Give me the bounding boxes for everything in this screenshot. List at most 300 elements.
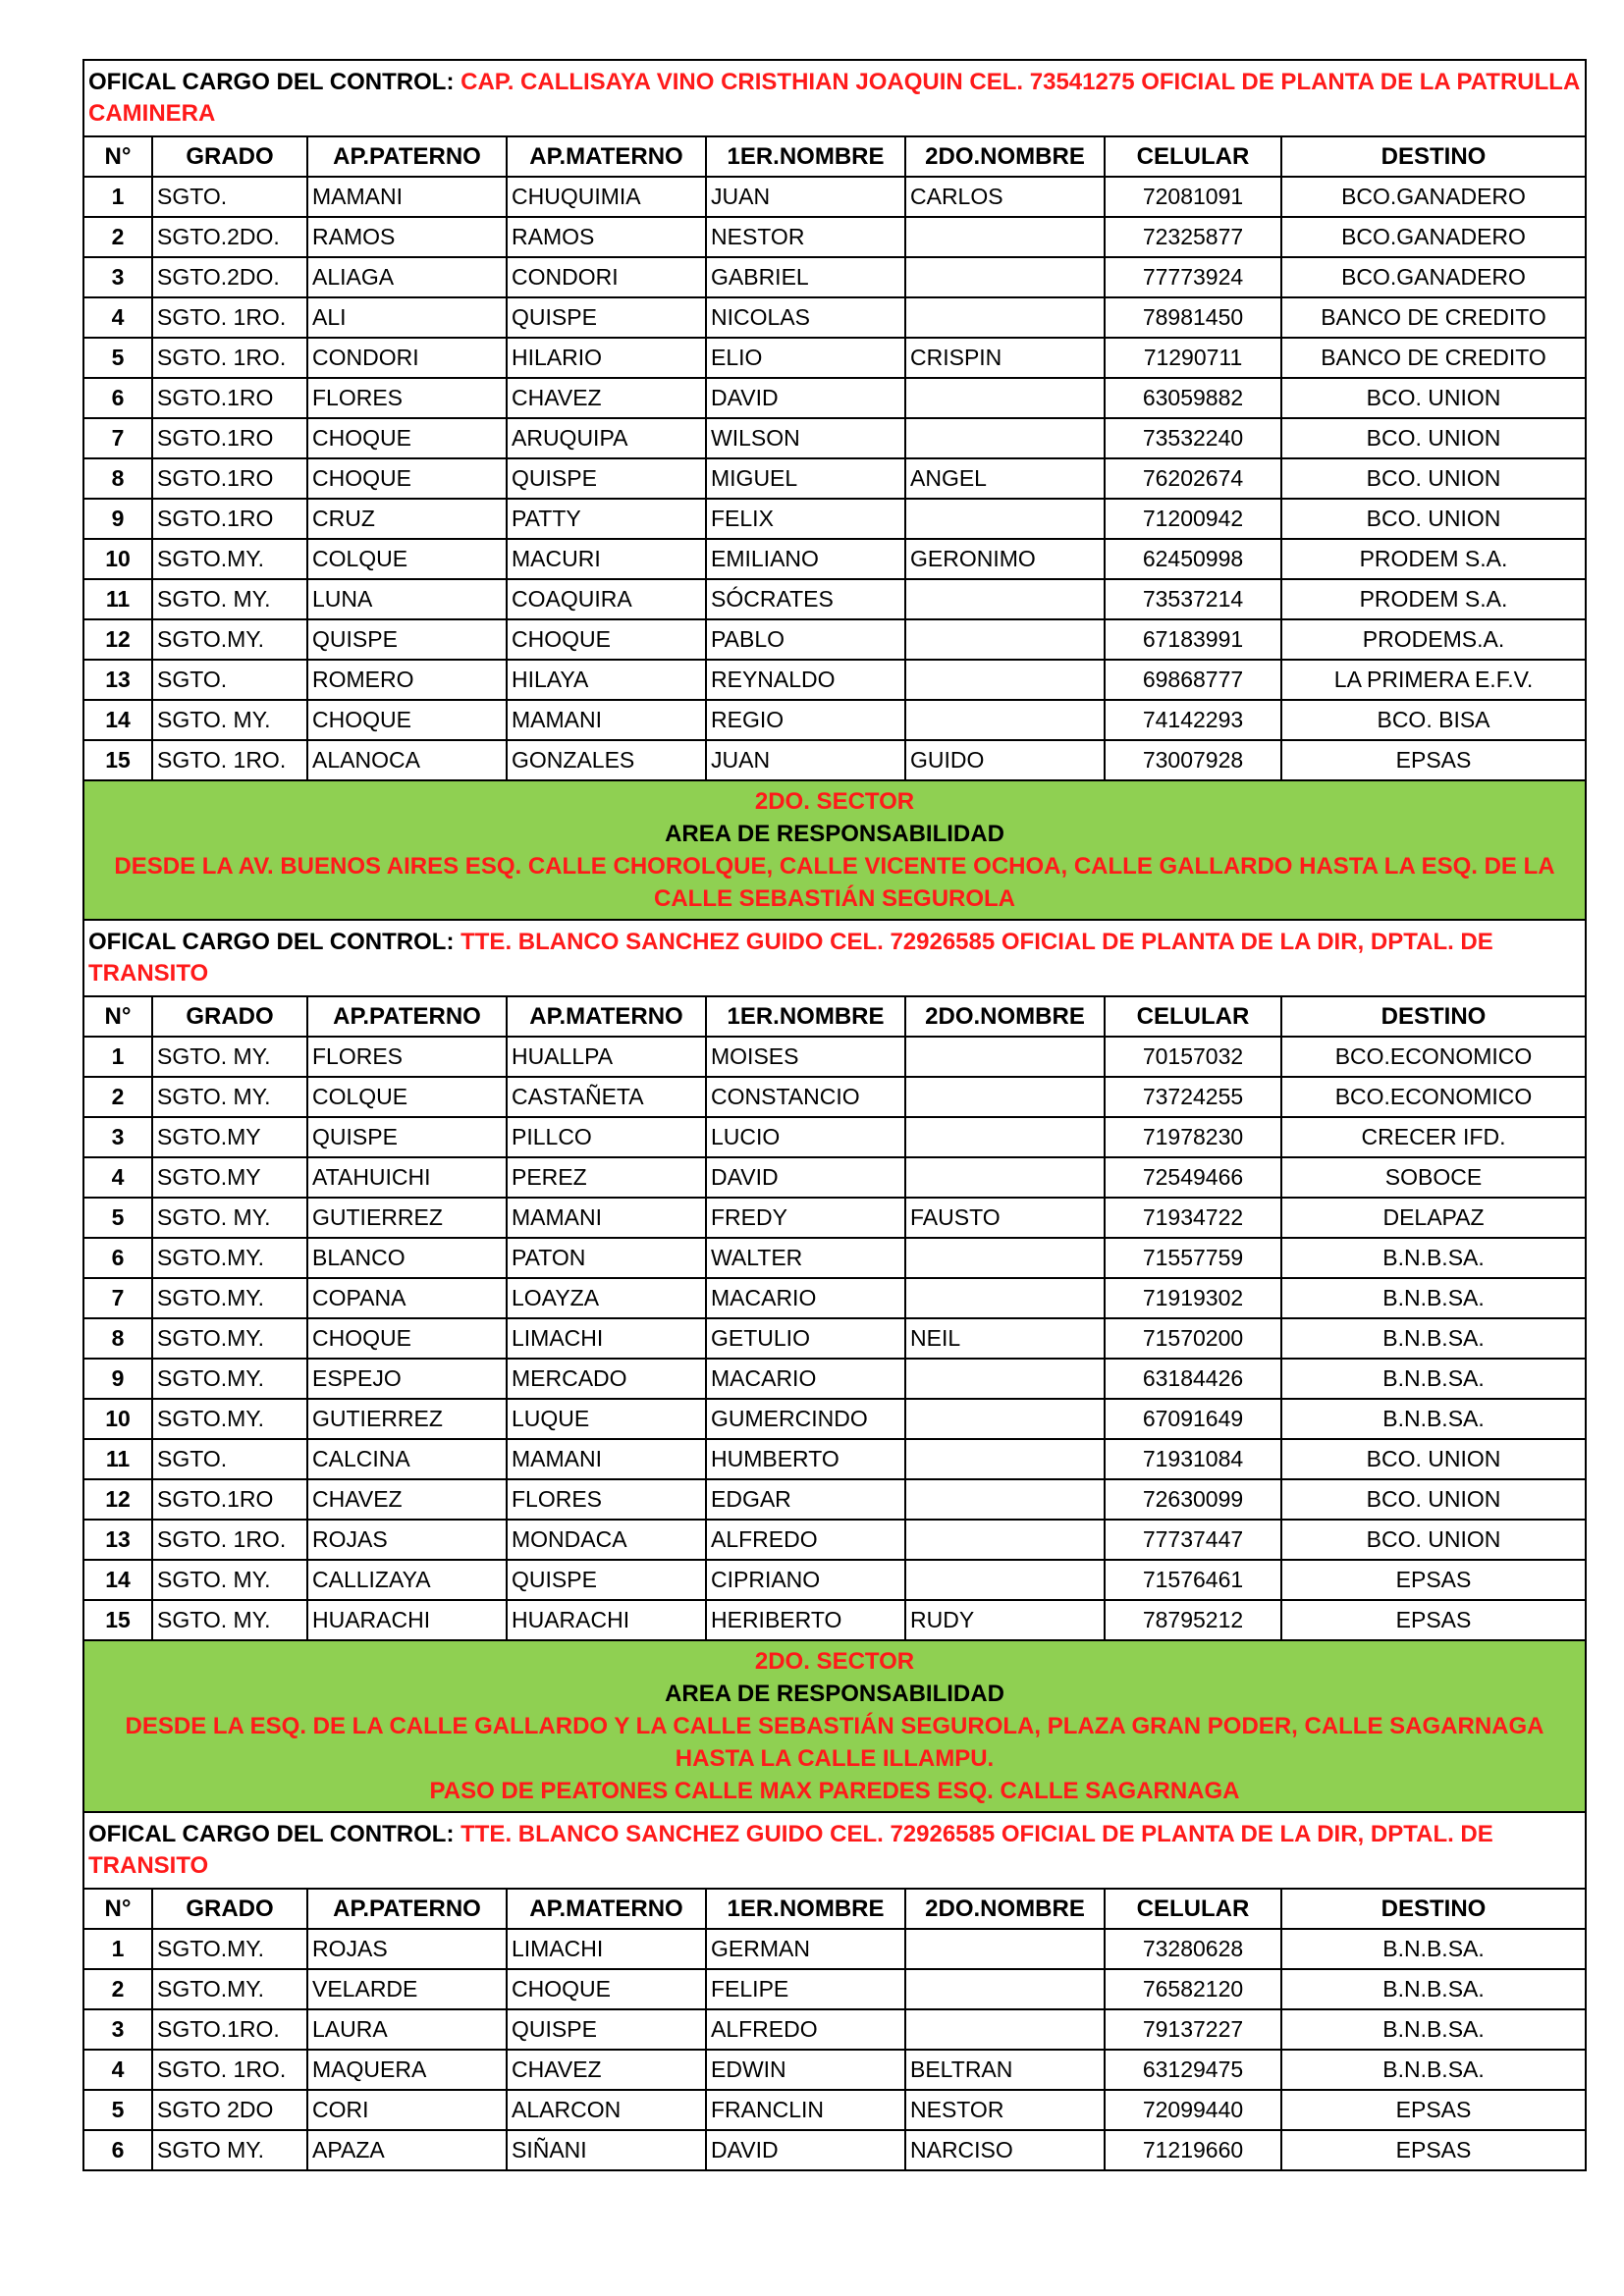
sector-title: 2DO. SECTOR bbox=[754, 788, 915, 815]
cell-paterno: GUTIERREZ bbox=[307, 1399, 507, 1439]
header-row bbox=[83, 996, 1586, 1037]
area-title: AREA DE RESPONSABILIDAD bbox=[665, 821, 1004, 847]
cell-celular: 63059882 bbox=[1105, 378, 1281, 418]
cell-materno: FLORES bbox=[507, 1479, 706, 1520]
cell-nombre1: HERIBERTO bbox=[706, 1600, 905, 1640]
column-header-celular: CELULAR bbox=[1105, 1889, 1281, 1929]
cell-nombre2 bbox=[905, 2009, 1105, 2050]
cell-nombre1: ALFREDO bbox=[706, 2009, 905, 2050]
table-row bbox=[83, 1157, 1586, 1198]
cell-nombre1: FELIPE bbox=[706, 1969, 905, 2009]
cell-materno: ALARCON bbox=[507, 2090, 706, 2130]
column-header-nombre2: 2DO.NOMBRE bbox=[905, 1889, 1105, 1929]
table-row bbox=[83, 378, 1586, 418]
officer-label: OFICAL CARGO DEL CONTROL: bbox=[88, 69, 455, 95]
cell-paterno: CHOQUE bbox=[307, 1318, 507, 1359]
cell-paterno: ROJAS bbox=[307, 1929, 507, 1969]
cell-n: 5 bbox=[83, 1198, 152, 1238]
cell-grado: SGTO. MY. bbox=[152, 1037, 307, 1077]
cell-nombre2: NARCISO bbox=[905, 2130, 1105, 2170]
personnel-table bbox=[82, 59, 1587, 2171]
cell-celular: 78981450 bbox=[1105, 297, 1281, 338]
cell-paterno: CALLIZAYA bbox=[307, 1560, 507, 1600]
cell-materno: HUALLPA bbox=[507, 1037, 706, 1077]
cell-n: 8 bbox=[83, 1318, 152, 1359]
cell-materno: CHAVEZ bbox=[507, 378, 706, 418]
cell-nombre2 bbox=[905, 579, 1105, 619]
cell-materno: PATTY bbox=[507, 499, 706, 539]
cell-celular: 79137227 bbox=[1105, 2009, 1281, 2050]
cell-grado: SGTO 2DO bbox=[152, 2090, 307, 2130]
cell-nombre1: SÓCRATES bbox=[706, 579, 905, 619]
cell-materno: RAMOS bbox=[507, 217, 706, 257]
cell-destino: EPSAS bbox=[1281, 1560, 1586, 1600]
cell-destino: BANCO DE CREDITO bbox=[1281, 338, 1586, 378]
table-row bbox=[83, 660, 1586, 700]
table-row bbox=[83, 740, 1586, 780]
cell-n: 8 bbox=[83, 458, 152, 499]
cell-nombre1: FREDY bbox=[706, 1198, 905, 1238]
cell-celular: 63184426 bbox=[1105, 1359, 1281, 1399]
cell-paterno: APAZA bbox=[307, 2130, 507, 2170]
cell-grado: SGTO.1RO bbox=[152, 458, 307, 499]
cell-destino: BCO.ECONOMICO bbox=[1281, 1037, 1586, 1077]
table-row bbox=[83, 2050, 1586, 2090]
cell-destino: BCO. UNION bbox=[1281, 499, 1586, 539]
cell-materno: PATON bbox=[507, 1238, 706, 1278]
cell-celular: 71570200 bbox=[1105, 1318, 1281, 1359]
cell-celular: 69868777 bbox=[1105, 660, 1281, 700]
cell-paterno: ALANOCA bbox=[307, 740, 507, 780]
cell-destino: B.N.B.SA. bbox=[1281, 1238, 1586, 1278]
sector-band bbox=[83, 1640, 1586, 1812]
column-header-nombre2: 2DO.NOMBRE bbox=[905, 136, 1105, 177]
cell-celular: 72549466 bbox=[1105, 1157, 1281, 1198]
cell-materno: LOAYZA bbox=[507, 1278, 706, 1318]
cell-paterno: CHOQUE bbox=[307, 418, 507, 458]
cell-nombre1: FELIX bbox=[706, 499, 905, 539]
cell-materno: QUISPE bbox=[507, 2009, 706, 2050]
cell-materno: QUISPE bbox=[507, 458, 706, 499]
cell-destino: BANCO DE CREDITO bbox=[1281, 297, 1586, 338]
table-row bbox=[83, 1600, 1586, 1640]
cell-celular: 71931084 bbox=[1105, 1439, 1281, 1479]
cell-nombre1: EDWIN bbox=[706, 2050, 905, 2090]
officer-detail: TTE. BLANCO SANCHEZ GUIDO CEL. 72926585 OFICIAL DE PLANTA DE LA DIR, DPTAL. DE TRANSITO bbox=[88, 1821, 1493, 1879]
cell-materno: HILAYA bbox=[507, 660, 706, 700]
area-description: PASO DE PEATONES CALLE MAX PAREDES ESQ. CALLE SAGARNAGA bbox=[429, 1778, 1240, 1804]
cell-n: 11 bbox=[83, 579, 152, 619]
cell-paterno: MAMANI bbox=[307, 177, 507, 217]
cell-n: 6 bbox=[83, 2130, 152, 2170]
cell-destino: LA PRIMERA E.F.V. bbox=[1281, 660, 1586, 700]
cell-grado: SGTO. MY. bbox=[152, 700, 307, 740]
cell-materno: LUQUE bbox=[507, 1399, 706, 1439]
column-header-nombre2: 2DO.NOMBRE bbox=[905, 996, 1105, 1037]
cell-grado: SGTO. MY. bbox=[152, 1198, 307, 1238]
cell-nombre2 bbox=[905, 1238, 1105, 1278]
column-header-n: N° bbox=[83, 996, 152, 1037]
cell-destino: B.N.B.SA. bbox=[1281, 2050, 1586, 2090]
cell-paterno: BLANCO bbox=[307, 1238, 507, 1278]
cell-celular: 63129475 bbox=[1105, 2050, 1281, 2090]
cell-paterno: LAURA bbox=[307, 2009, 507, 2050]
cell-nombre1: MIGUEL bbox=[706, 458, 905, 499]
table-row bbox=[83, 338, 1586, 378]
cell-n: 5 bbox=[83, 338, 152, 378]
cell-n: 4 bbox=[83, 297, 152, 338]
cell-nombre1: FRANCLIN bbox=[706, 2090, 905, 2130]
cell-grado: SGTO.1RO. bbox=[152, 2009, 307, 2050]
cell-paterno: ROJAS bbox=[307, 1520, 507, 1560]
cell-n: 13 bbox=[83, 660, 152, 700]
cell-nombre2 bbox=[905, 217, 1105, 257]
cell-destino: BCO.GANADERO bbox=[1281, 177, 1586, 217]
cell-paterno: HUARACHI bbox=[307, 1600, 507, 1640]
cell-celular: 77737447 bbox=[1105, 1520, 1281, 1560]
cell-celular: 73007928 bbox=[1105, 740, 1281, 780]
cell-grado: SGTO. 1RO. bbox=[152, 740, 307, 780]
column-header-nombre1: 1ER.NOMBRE bbox=[706, 136, 905, 177]
cell-nombre2 bbox=[905, 1560, 1105, 1600]
cell-materno: MACURI bbox=[507, 539, 706, 579]
cell-celular: 78795212 bbox=[1105, 1600, 1281, 1640]
column-header-grado: GRADO bbox=[152, 1889, 307, 1929]
personnel-sheet bbox=[82, 59, 1585, 2171]
cell-nombre1: LUCIO bbox=[706, 1117, 905, 1157]
cell-celular: 67091649 bbox=[1105, 1399, 1281, 1439]
cell-nombre2 bbox=[905, 619, 1105, 660]
cell-materno: CASTAÑETA bbox=[507, 1077, 706, 1117]
cell-paterno: CHOQUE bbox=[307, 700, 507, 740]
cell-n: 6 bbox=[83, 378, 152, 418]
column-header-paterno: AP.PATERNO bbox=[307, 996, 507, 1037]
column-header-celular: CELULAR bbox=[1105, 996, 1281, 1037]
cell-nombre1: WILSON bbox=[706, 418, 905, 458]
sector-band-cell bbox=[83, 1640, 1586, 1812]
cell-nombre1: MOISES bbox=[706, 1037, 905, 1077]
cell-destino: EPSAS bbox=[1281, 740, 1586, 780]
cell-destino: EPSAS bbox=[1281, 1600, 1586, 1640]
cell-nombre2 bbox=[905, 660, 1105, 700]
cell-grado: SGTO.1RO bbox=[152, 378, 307, 418]
officer-label: OFICAL CARGO DEL CONTROL: bbox=[88, 929, 455, 955]
cell-destino: B.N.B.SA. bbox=[1281, 1929, 1586, 1969]
cell-destino: B.N.B.SA. bbox=[1281, 1318, 1586, 1359]
cell-n: 2 bbox=[83, 217, 152, 257]
area-description: DESDE LA AV. BUENOS AIRES ESQ. CALLE CHOROLQUE, CALLE VICENTE OCHOA, CALLE GALLARDO HASTA LA ESQ. DE LA CALLE SEBASTIÁN SEGUROLA bbox=[114, 853, 1555, 912]
cell-n: 1 bbox=[83, 1037, 152, 1077]
area-description: DESDE LA ESQ. DE LA CALLE GALLARDO Y LA CALLE SEBASTIÁN SEGUROLA, PLAZA GRAN PODER, CALLE SAGARNAGA HASTA LA CALLE ILLAMPU. bbox=[125, 1713, 1544, 1772]
cell-n: 9 bbox=[83, 499, 152, 539]
cell-celular: 71290711 bbox=[1105, 338, 1281, 378]
cell-nombre2 bbox=[905, 1479, 1105, 1520]
cell-nombre2: ANGEL bbox=[905, 458, 1105, 499]
officer-cell bbox=[83, 920, 1586, 996]
cell-nombre2 bbox=[905, 1037, 1105, 1077]
cell-nombre1: REYNALDO bbox=[706, 660, 905, 700]
cell-materno: QUISPE bbox=[507, 1560, 706, 1600]
table-row bbox=[83, 619, 1586, 660]
cell-nombre2 bbox=[905, 257, 1105, 297]
officer-detail: TTE. BLANCO SANCHEZ GUIDO CEL. 72926585 OFICIAL DE PLANTA DE LA DIR, DPTAL. DE TRANSITO bbox=[88, 929, 1493, 987]
cell-celular: 72325877 bbox=[1105, 217, 1281, 257]
cell-n: 15 bbox=[83, 1600, 152, 1640]
cell-nombre1: CIPRIANO bbox=[706, 1560, 905, 1600]
cell-nombre1: REGIO bbox=[706, 700, 905, 740]
cell-paterno: ATAHUICHI bbox=[307, 1157, 507, 1198]
cell-celular: 76202674 bbox=[1105, 458, 1281, 499]
cell-celular: 67183991 bbox=[1105, 619, 1281, 660]
officer-row bbox=[83, 60, 1586, 136]
cell-destino: BCO. UNION bbox=[1281, 418, 1586, 458]
column-header-destino: DESTINO bbox=[1281, 1889, 1586, 1929]
table-row bbox=[83, 1929, 1586, 1969]
cell-grado: SGTO. bbox=[152, 660, 307, 700]
cell-paterno: RAMOS bbox=[307, 217, 507, 257]
table-row bbox=[83, 217, 1586, 257]
table-row bbox=[83, 700, 1586, 740]
cell-grado: SGTO.MY. bbox=[152, 1399, 307, 1439]
table-row bbox=[83, 1278, 1586, 1318]
cell-n: 4 bbox=[83, 1157, 152, 1198]
cell-paterno: CHAVEZ bbox=[307, 1479, 507, 1520]
cell-celular: 71576461 bbox=[1105, 1560, 1281, 1600]
cell-nombre1: MACARIO bbox=[706, 1359, 905, 1399]
table-row bbox=[83, 539, 1586, 579]
cell-nombre2: BELTRAN bbox=[905, 2050, 1105, 2090]
table-row bbox=[83, 1399, 1586, 1439]
cell-n: 2 bbox=[83, 1969, 152, 2009]
cell-materno: PEREZ bbox=[507, 1157, 706, 1198]
officer-row bbox=[83, 1812, 1586, 1889]
sector-title: 2DO. SECTOR bbox=[754, 1648, 915, 1675]
cell-nombre1: NESTOR bbox=[706, 217, 905, 257]
cell-n: 3 bbox=[83, 1117, 152, 1157]
cell-destino: B.N.B.SA. bbox=[1281, 1969, 1586, 2009]
cell-nombre1: DAVID bbox=[706, 378, 905, 418]
cell-nombre2 bbox=[905, 1077, 1105, 1117]
cell-paterno: GUTIERREZ bbox=[307, 1198, 507, 1238]
cell-celular: 73537214 bbox=[1105, 579, 1281, 619]
cell-materno: MAMANI bbox=[507, 1439, 706, 1479]
cell-materno: CHOQUE bbox=[507, 1969, 706, 2009]
cell-nombre2 bbox=[905, 1117, 1105, 1157]
cell-materno: CHOQUE bbox=[507, 619, 706, 660]
cell-materno: MERCADO bbox=[507, 1359, 706, 1399]
cell-nombre2 bbox=[905, 1439, 1105, 1479]
cell-materno: ARUQUIPA bbox=[507, 418, 706, 458]
cell-destino: BCO. UNION bbox=[1281, 378, 1586, 418]
cell-n: 9 bbox=[83, 1359, 152, 1399]
cell-nombre1: CONSTANCIO bbox=[706, 1077, 905, 1117]
cell-materno: SIÑANI bbox=[507, 2130, 706, 2170]
cell-paterno: ALIAGA bbox=[307, 257, 507, 297]
cell-nombre1: JUAN bbox=[706, 740, 905, 780]
officer-row bbox=[83, 920, 1586, 996]
cell-nombre1: ELIO bbox=[706, 338, 905, 378]
header-row bbox=[83, 136, 1586, 177]
table-row bbox=[83, 1037, 1586, 1077]
cell-grado: SGTO.MY. bbox=[152, 1359, 307, 1399]
cell-nombre2 bbox=[905, 1359, 1105, 1399]
cell-grado: SGTO. MY. bbox=[152, 1600, 307, 1640]
cell-celular: 72081091 bbox=[1105, 177, 1281, 217]
cell-nombre1: WALTER bbox=[706, 1238, 905, 1278]
cell-nombre2: NESTOR bbox=[905, 2090, 1105, 2130]
cell-grado: SGTO. MY. bbox=[152, 1077, 307, 1117]
cell-grado: SGTO.2DO. bbox=[152, 217, 307, 257]
cell-destino: BCO. UNION bbox=[1281, 458, 1586, 499]
cell-destino: EPSAS bbox=[1281, 2090, 1586, 2130]
cell-nombre1: GERMAN bbox=[706, 1929, 905, 1969]
cell-paterno: COPANA bbox=[307, 1278, 507, 1318]
cell-grado: SGTO.2DO. bbox=[152, 257, 307, 297]
table-row bbox=[83, 458, 1586, 499]
cell-celular: 76582120 bbox=[1105, 1969, 1281, 2009]
cell-nombre2 bbox=[905, 700, 1105, 740]
cell-celular: 71919302 bbox=[1105, 1278, 1281, 1318]
header-row bbox=[83, 1889, 1586, 1929]
column-header-grado: GRADO bbox=[152, 136, 307, 177]
table-row bbox=[83, 1560, 1586, 1600]
cell-celular: 71934722 bbox=[1105, 1198, 1281, 1238]
cell-celular: 74142293 bbox=[1105, 700, 1281, 740]
cell-nombre2: GERONIMO bbox=[905, 539, 1105, 579]
table-row bbox=[83, 1117, 1586, 1157]
cell-nombre2 bbox=[905, 1157, 1105, 1198]
column-header-materno: AP.MATERNO bbox=[507, 1889, 706, 1929]
cell-grado: SGTO MY. bbox=[152, 2130, 307, 2170]
cell-grado: SGTO.MY bbox=[152, 1117, 307, 1157]
cell-grado: SGTO.MY bbox=[152, 1157, 307, 1198]
table-row bbox=[83, 1479, 1586, 1520]
column-header-nombre1: 1ER.NOMBRE bbox=[706, 996, 905, 1037]
table-row bbox=[83, 257, 1586, 297]
cell-nombre1: GABRIEL bbox=[706, 257, 905, 297]
cell-destino: BCO. BISA bbox=[1281, 700, 1586, 740]
cell-n: 13 bbox=[83, 1520, 152, 1560]
cell-celular: 71557759 bbox=[1105, 1238, 1281, 1278]
cell-nombre2: FAUSTO bbox=[905, 1198, 1105, 1238]
table-row bbox=[83, 297, 1586, 338]
cell-paterno: MAQUERA bbox=[307, 2050, 507, 2090]
cell-paterno: VELARDE bbox=[307, 1969, 507, 2009]
cell-destino: BCO. UNION bbox=[1281, 1439, 1586, 1479]
cell-paterno: CORI bbox=[307, 2090, 507, 2130]
cell-paterno: ROMERO bbox=[307, 660, 507, 700]
cell-nombre1: HUMBERTO bbox=[706, 1439, 905, 1479]
cell-nombre1: MACARIO bbox=[706, 1278, 905, 1318]
cell-grado: SGTO.MY. bbox=[152, 1929, 307, 1969]
cell-grado: SGTO.MY. bbox=[152, 539, 307, 579]
table-row bbox=[83, 2009, 1586, 2050]
cell-nombre2 bbox=[905, 499, 1105, 539]
column-header-materno: AP.MATERNO bbox=[507, 136, 706, 177]
cell-paterno: ALI bbox=[307, 297, 507, 338]
cell-paterno: COLQUE bbox=[307, 1077, 507, 1117]
cell-materno: QUISPE bbox=[507, 297, 706, 338]
officer-label: OFICAL CARGO DEL CONTROL: bbox=[88, 1821, 455, 1847]
table-row bbox=[83, 2090, 1586, 2130]
cell-nombre1: NICOLAS bbox=[706, 297, 905, 338]
column-header-destino: DESTINO bbox=[1281, 996, 1586, 1037]
cell-destino: BCO. UNION bbox=[1281, 1479, 1586, 1520]
officer-detail: CAP. CALLISAYA VINO CRISTHIAN JOAQUIN CEL. 73541275 OFICIAL DE PLANTA DE LA PATRULLA CAMINERA bbox=[88, 69, 1580, 127]
cell-n: 10 bbox=[83, 1399, 152, 1439]
cell-materno: MAMANI bbox=[507, 1198, 706, 1238]
table-row bbox=[83, 1520, 1586, 1560]
cell-nombre2 bbox=[905, 1520, 1105, 1560]
cell-grado: SGTO.1RO bbox=[152, 1479, 307, 1520]
cell-nombre2: RUDY bbox=[905, 1600, 1105, 1640]
column-header-grado: GRADO bbox=[152, 996, 307, 1037]
cell-grado: SGTO.MY. bbox=[152, 619, 307, 660]
cell-celular: 77773924 bbox=[1105, 257, 1281, 297]
cell-celular: 72099440 bbox=[1105, 2090, 1281, 2130]
cell-materno: PILLCO bbox=[507, 1117, 706, 1157]
cell-destino: B.N.B.SA. bbox=[1281, 2009, 1586, 2050]
cell-paterno: COLQUE bbox=[307, 539, 507, 579]
cell-nombre2: NEIL bbox=[905, 1318, 1105, 1359]
cell-celular: 73532240 bbox=[1105, 418, 1281, 458]
cell-nombre1: JUAN bbox=[706, 177, 905, 217]
table-row bbox=[83, 1359, 1586, 1399]
cell-n: 1 bbox=[83, 177, 152, 217]
cell-celular: 70157032 bbox=[1105, 1037, 1281, 1077]
cell-nombre1: DAVID bbox=[706, 1157, 905, 1198]
cell-grado: SGTO. 1RO. bbox=[152, 1520, 307, 1560]
column-header-paterno: AP.PATERNO bbox=[307, 136, 507, 177]
cell-materno: CONDORI bbox=[507, 257, 706, 297]
cell-nombre1: GETULIO bbox=[706, 1318, 905, 1359]
cell-materno: CHUQUIMIA bbox=[507, 177, 706, 217]
cell-n: 2 bbox=[83, 1077, 152, 1117]
sector-band bbox=[83, 780, 1586, 920]
column-header-nombre1: 1ER.NOMBRE bbox=[706, 1889, 905, 1929]
officer-cell bbox=[83, 1812, 1586, 1889]
cell-paterno: FLORES bbox=[307, 1037, 507, 1077]
cell-grado: SGTO. bbox=[152, 1439, 307, 1479]
cell-materno: CHAVEZ bbox=[507, 2050, 706, 2090]
cell-destino: BCO.GANADERO bbox=[1281, 217, 1586, 257]
table-row bbox=[83, 1238, 1586, 1278]
cell-nombre2 bbox=[905, 1969, 1105, 2009]
column-header-celular: CELULAR bbox=[1105, 136, 1281, 177]
cell-n: 12 bbox=[83, 1479, 152, 1520]
cell-celular: 73724255 bbox=[1105, 1077, 1281, 1117]
cell-destino: BCO. UNION bbox=[1281, 1520, 1586, 1560]
column-header-materno: AP.MATERNO bbox=[507, 996, 706, 1037]
cell-nombre1: GUMERCINDO bbox=[706, 1399, 905, 1439]
cell-grado: SGTO.MY. bbox=[152, 1969, 307, 2009]
table-body bbox=[83, 60, 1586, 2170]
cell-nombre2: GUIDO bbox=[905, 740, 1105, 780]
cell-nombre2 bbox=[905, 1399, 1105, 1439]
cell-paterno: FLORES bbox=[307, 378, 507, 418]
cell-nombre1: DAVID bbox=[706, 2130, 905, 2170]
cell-destino: B.N.B.SA. bbox=[1281, 1399, 1586, 1439]
cell-materno: HILARIO bbox=[507, 338, 706, 378]
cell-materno: COAQUIRA bbox=[507, 579, 706, 619]
cell-n: 7 bbox=[83, 1278, 152, 1318]
cell-celular: 72630099 bbox=[1105, 1479, 1281, 1520]
cell-destino: PRODEM S.A. bbox=[1281, 579, 1586, 619]
cell-nombre1: EDGAR bbox=[706, 1479, 905, 1520]
cell-nombre1: EMILIANO bbox=[706, 539, 905, 579]
cell-destino: B.N.B.SA. bbox=[1281, 1278, 1586, 1318]
cell-paterno: CHOQUE bbox=[307, 458, 507, 499]
